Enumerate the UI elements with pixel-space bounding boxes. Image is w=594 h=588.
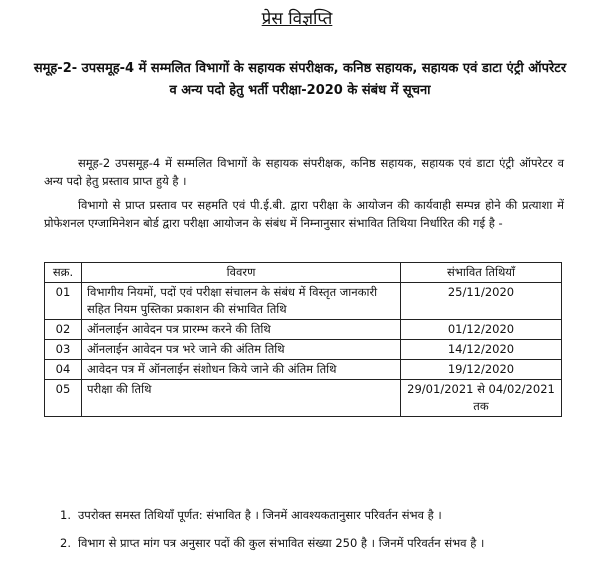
row-serial: 05 (45, 380, 82, 417)
note-text: उपरोक्त समस्त तिथियाँ पूर्णत: संभावित है । जिनमें आवश्यकतानुसार परिवर्तन संभव है । (78, 508, 442, 522)
page-title: प्रेस विज्ञप्ति (261, 9, 333, 29)
row-date: 29/01/2021 से 04/02/2021 तक (401, 380, 562, 417)
intro-paragraph: समूह-2 उपसमूह-4 में सम्मलित विभागों के सहायक संपरीक्षक, कनिष्ठ सहायक, सहायक एवं डाटा एंट्री ऑपरेटर व अन्य पदो हेतु प्रस्ताव प्राप्त हुये है । (44, 156, 564, 188)
table-header-row (45, 263, 562, 283)
table-row (45, 340, 562, 360)
header-date: संभावित तिथियाँ (401, 263, 562, 283)
schedule-paragraph: विभागो से प्राप्त प्रस्ताव पर सहमति एवं पी.ई.बी. द्वारा परीक्षा के आयोजन की कार्यवाही सम्पन्न होने की प्रत्याशा में प्रोफेशनल एग्जामिनेशन बोर्ड द्वारा परीक्षा आयोजन के संबंध में निम्नानुसार संभावित तिथिया निर्धारित की गई है - (44, 198, 564, 230)
schedule-table (44, 262, 562, 417)
table-row (45, 380, 562, 417)
header-serial: सक्र. (45, 263, 82, 283)
row-description: ऑनलाईन आवेदन पत्र भरे जाने की अंतिम तिथि (82, 340, 401, 360)
notice-subject: समूह-2- उपसमूह-4 में सम्मलित विभागों के सहायक संपरीक्षक, कनिष्ठ सहायक, सहायक एवं डाटा एंट्री ऑपरेटर व अन्य पदो हेतु भर्ती परीक्षा-2020 के संबंध में सूचना (33, 61, 567, 98)
table-row (45, 360, 562, 380)
notes-list (60, 506, 565, 562)
row-serial: 03 (45, 340, 82, 360)
note-text: विभाग से प्राप्त मांग पत्र अनुसार पदों की कुल संभावित संख्या 250 है । जिनमें परिवर्तन संभव है । (78, 536, 485, 550)
note-number: 1. (60, 508, 71, 522)
row-serial: 04 (45, 360, 82, 380)
row-date: 01/12/2020 (401, 320, 562, 340)
row-serial: 01 (45, 283, 82, 320)
row-date: 14/12/2020 (401, 340, 562, 360)
row-description: ऑनलाईन आवेदन पत्र प्रारम्भ करने की तिथि (82, 320, 401, 340)
row-description: परीक्षा की तिथि (82, 380, 401, 417)
row-description: आवेदन पत्र में ऑनलाईन संशोधन किये जाने की अंतिम तिथि (82, 360, 401, 380)
row-description: विभागीय नियमों, पदों एवं परीक्षा संचालन के संबंध में विस्तृत जानकारी सहित नियम पुस्तिका प्रकाशन की संभावित तिथि (82, 283, 401, 320)
list-item (60, 534, 565, 552)
table-row (45, 320, 562, 340)
row-serial: 02 (45, 320, 82, 340)
list-item (60, 506, 565, 524)
note-number: 2. (60, 536, 71, 550)
header-description: विवरण (82, 263, 401, 283)
row-date: 19/12/2020 (401, 360, 562, 380)
row-date: 25/11/2020 (401, 283, 562, 320)
table-row (45, 283, 562, 320)
